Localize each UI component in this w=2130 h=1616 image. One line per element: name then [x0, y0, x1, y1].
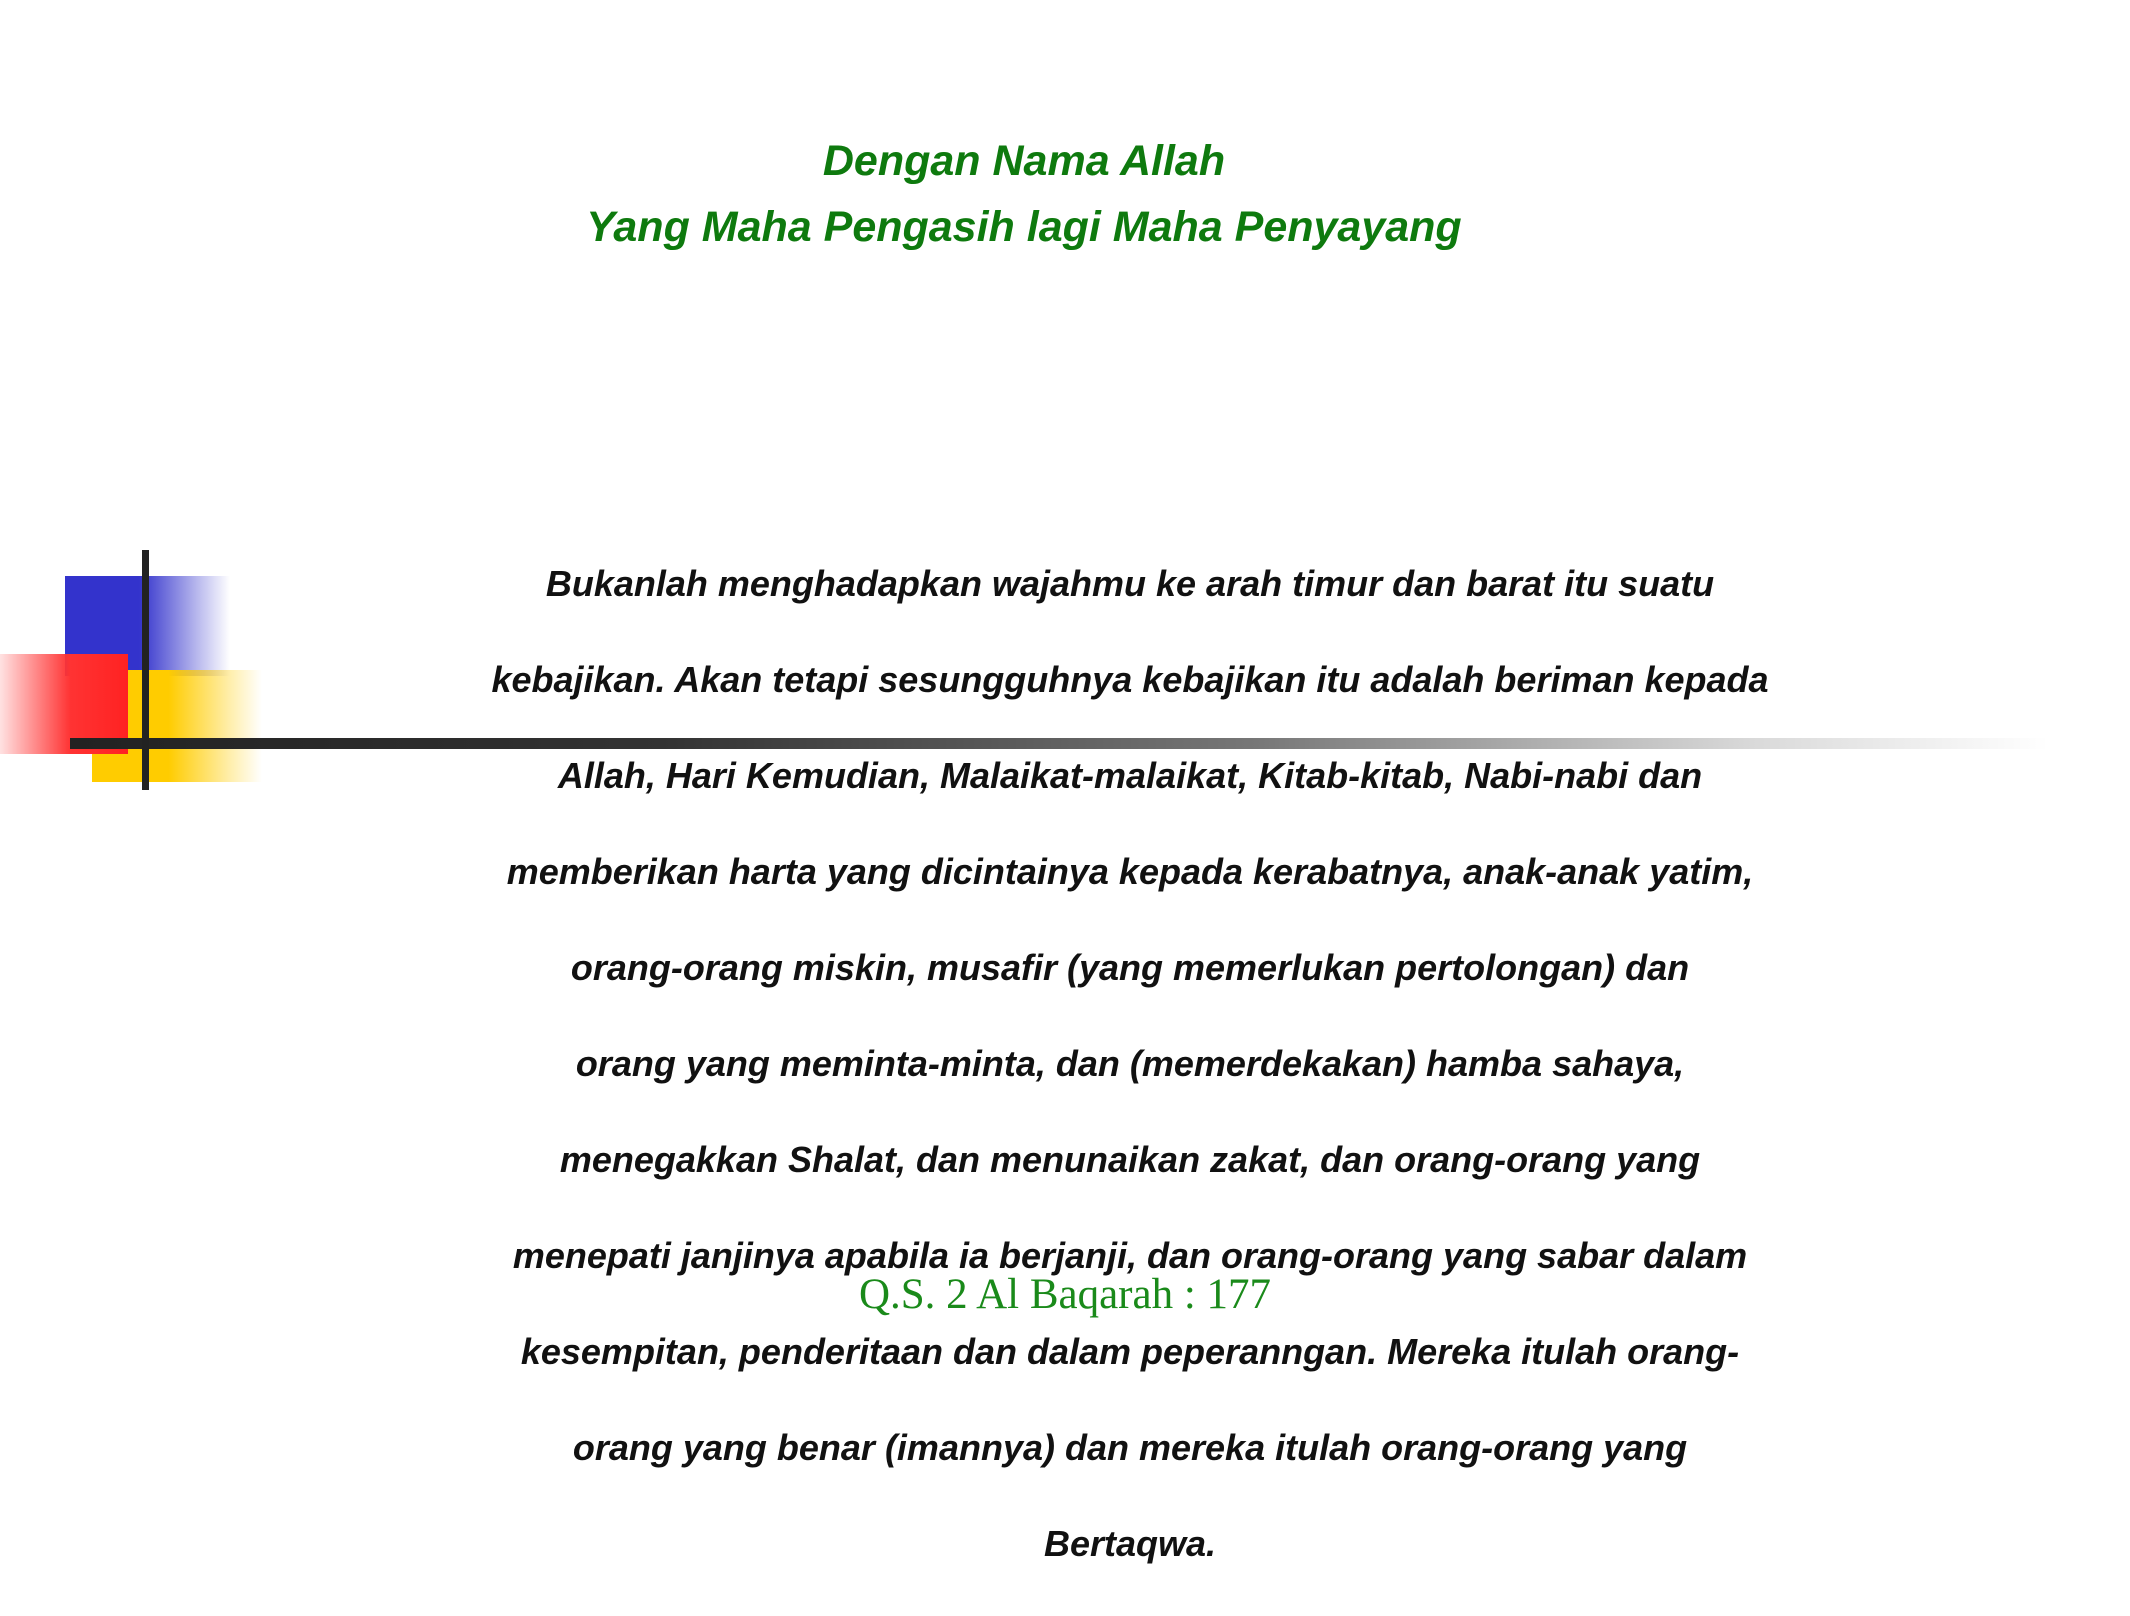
verse-line: Bukanlah menghadapkan wajahmu ke arah timur dan barat itu suatu: [545, 563, 1715, 604]
slide-title: [0, 128, 2048, 260]
title-line-1: Dengan Nama Allah: [822, 137, 1226, 185]
verse-line: Bertaqwa.: [1043, 1523, 1217, 1564]
verse-text: [400, 512, 1860, 1616]
verse-line: orang yang benar (imannya) dan mereka itulah orang-orang yang: [572, 1427, 1688, 1468]
title-line-2: Yang Maha Pengasih lagi Maha Penyayang: [586, 203, 1462, 251]
verse-line: menegakkan Shalat, dan menunaikan zakat, dan orang-orang yang: [559, 1139, 1701, 1180]
verse-line: kebajikan. Akan tetapi sesungguhnya kebajikan itu adalah beriman kepada: [491, 659, 1769, 700]
verse-line: menepati janjinya apabila ia berjanji, dan orang-orang yang sabar dalam: [512, 1235, 1748, 1276]
verse-line: kesempitan, penderitaan dan dalam peperanngan. Mereka itulah orang-: [520, 1331, 1740, 1372]
verse-line: orang-orang miskin, musafir (yang memerlukan pertolongan) dan: [570, 947, 1690, 988]
verse-line: memberikan harta yang dicintainya kepada kerabatnya, anak-anak yatim,: [506, 851, 1754, 892]
vertical-rule-decoration: [142, 550, 149, 790]
verse-line: orang yang meminta-minta, dan (memerdekakan) hamba sahaya,: [575, 1043, 1685, 1084]
verse-line: Allah, Hari Kemudian, Malaikat-malaikat, Kitab-kitab, Nabi-nabi dan: [557, 755, 1703, 796]
verse-reference: Q.S. 2 Al Baqarah : 177: [858, 1271, 1272, 1318]
